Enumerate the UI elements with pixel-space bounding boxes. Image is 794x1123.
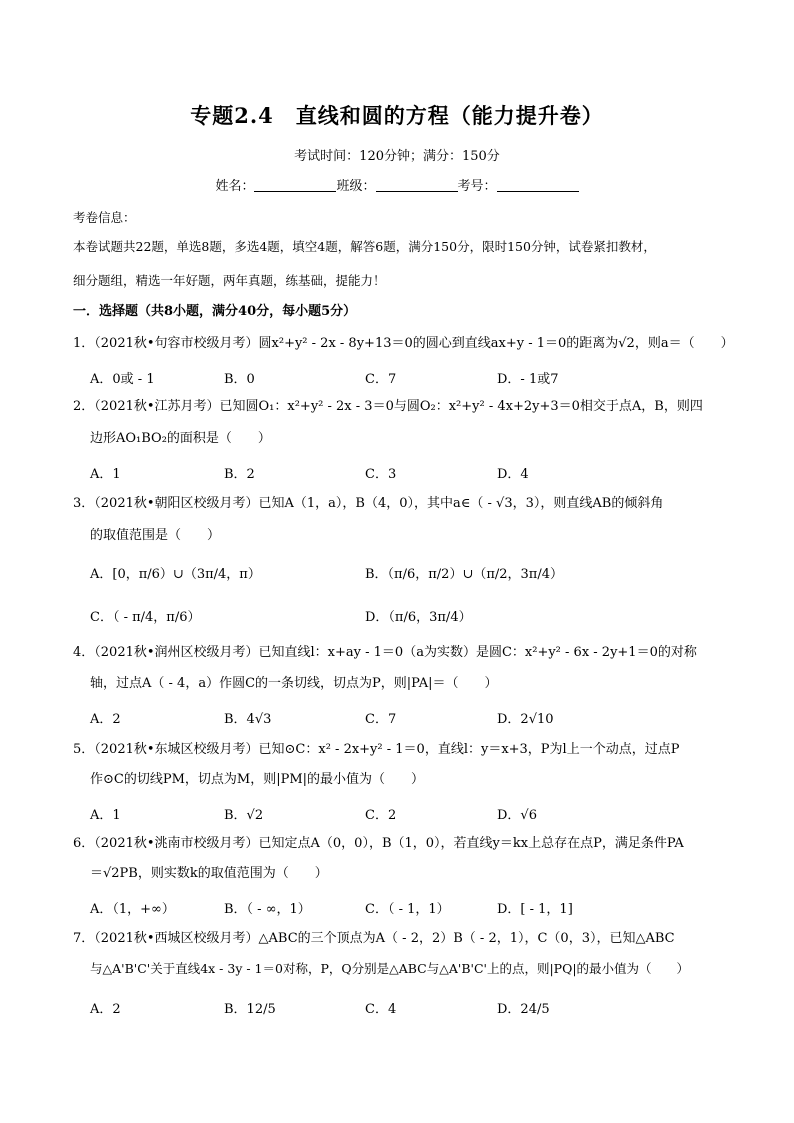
student-fields xyxy=(0,175,794,194)
q4-option-c[interactable]: C．7 xyxy=(365,712,397,727)
q1-option-a[interactable]: A．0或 - 1 xyxy=(90,372,155,387)
question-6-cont: ＝√2PB，则实数k的取值范围为（ ） xyxy=(90,866,328,881)
q2-option-c[interactable]: C．3 xyxy=(365,467,397,482)
question-5-cont: 作⊙C的切线PM，切点为M，则|PM|的最小值为（ ） xyxy=(90,772,425,787)
q6-option-d[interactable]: D．[ - 1，1] xyxy=(497,902,573,917)
q2-option-a[interactable]: A．1 xyxy=(90,467,121,482)
q5-option-c[interactable]: C．2 xyxy=(365,808,397,823)
section-heading: 一．选择题（共8小题，满分40分，每小题5分） xyxy=(73,304,357,319)
q6-option-a[interactable]: A．（1，+∞） xyxy=(90,902,175,917)
q4-option-d[interactable]: D．2√10 xyxy=(497,712,554,727)
q7-option-a[interactable]: A．2 xyxy=(90,1002,121,1017)
q7-option-b[interactable]: B．12/5 xyxy=(224,1002,276,1017)
info-heading: 考卷信息： xyxy=(73,210,136,225)
q4-option-a[interactable]: A．2 xyxy=(90,712,121,727)
q2-option-b[interactable]: B．2 xyxy=(224,467,255,482)
question-4-cont: 轴，过点A（ - 4，a）作圆C的一条切线，切点为P，则|PA|＝（ ） xyxy=(90,676,498,691)
q6-option-c[interactable]: C．（ - 1，1） xyxy=(365,902,450,917)
question-7: 7．（2021秋•西城区校级月考）△ABC的三个顶点为A（ - 2，2）B（ - 2，1），C（0，3），已知△ABC xyxy=(73,931,675,946)
q5-option-b[interactable]: B．√2 xyxy=(224,808,264,823)
class-blank[interactable] xyxy=(376,179,458,192)
number-blank[interactable] xyxy=(497,179,579,192)
q1-option-b[interactable]: B．0 xyxy=(224,372,255,387)
q2-option-d[interactable]: D．4 xyxy=(497,467,529,482)
question-2: 2．（2021秋•江苏月考）已知圆O₁：x²+y² - 2x - 3＝0与圆O₂：x²+y² - 4x+2y+3＝0相交于点A，B，则四 xyxy=(73,399,703,414)
class-label: 班级： xyxy=(336,179,376,194)
question-1: 1．（2021秋•句容市校级月考）圆x²+y² - 2x - 8y+13＝0的圆心到直线ax+y - 1＝0的距离为√2，则a＝（ ） xyxy=(73,336,734,351)
q4-option-b[interactable]: B．4√3 xyxy=(224,712,272,727)
question-2-cont: 边形AO₁BO₂的面积是（ ） xyxy=(90,431,271,446)
q3-option-d[interactable]: D．（π/6，3π/4） xyxy=(365,610,472,625)
info-line-1: 本卷试题共22题，单选8题，多选4题，填空4题，解答6题，满分150分，限时150分钟，试卷紧扣教材， xyxy=(73,239,656,254)
name-label: 姓名： xyxy=(215,179,255,194)
page-title: 专题2.4 直线和圆的方程（能力提升卷） xyxy=(190,103,604,128)
exam-info: 考试时间：120分钟；满分：150分 xyxy=(294,149,500,164)
question-5: 5．（2021秋•东城区校级月考）已知⊙C：x² - 2x+y² - 1＝0，直线l：y＝x+3，P为l上一个动点，过点P xyxy=(73,742,680,757)
q6-option-b[interactable]: B．（ - ∞，1） xyxy=(224,902,311,917)
q3-option-c[interactable]: C．（ - π/4，π/6） xyxy=(90,610,201,625)
q7-option-d[interactable]: D．24/5 xyxy=(497,1002,550,1017)
q1-option-c[interactable]: C．7 xyxy=(365,372,397,387)
number-label: 考号： xyxy=(457,179,497,194)
info-line-2: 细分题组，精选一年好题，两年真题，练基础，提能力！ xyxy=(73,273,386,288)
name-blank[interactable] xyxy=(254,179,336,192)
question-3: 3．（2021秋•朝阳区校级月考）已知A（1，a），B（4，0），其中a∈（ - √3，3），则直线AB的倾斜角 xyxy=(73,496,664,511)
question-6: 6．（2021秋•洮南市校级月考）已知定点A（0，0），B（1，0），若直线y＝kx上总存在点P，满足条件PA xyxy=(73,836,684,851)
q3-option-a[interactable]: A．[0，π/6）∪（3π/4，π） xyxy=(90,567,261,582)
question-7-cont: 与△A'B'C'关于直线4x - 3y - 1＝0对称，P，Q分别是△ABC与△A'B'C'上的点，则|PQ|的最小值为（ ） xyxy=(90,961,690,976)
q1-option-d[interactable]: D．- 1或7 xyxy=(497,372,559,387)
question-3-cont: 的取值范围是（ ） xyxy=(90,528,221,543)
q5-option-d[interactable]: D．√6 xyxy=(497,808,537,823)
q7-option-c[interactable]: C．4 xyxy=(365,1002,397,1017)
question-4: 4．（2021秋•润州区校级月考）已知直线l：x+ay - 1＝0（a为实数）是圆C：x²+y² - 6x - 2y+1＝0的对称 xyxy=(73,645,697,660)
q5-option-a[interactable]: A．1 xyxy=(90,808,121,823)
q3-option-b[interactable]: B．（π/6，π/2）∪（π/2，3π/4） xyxy=(365,567,563,582)
